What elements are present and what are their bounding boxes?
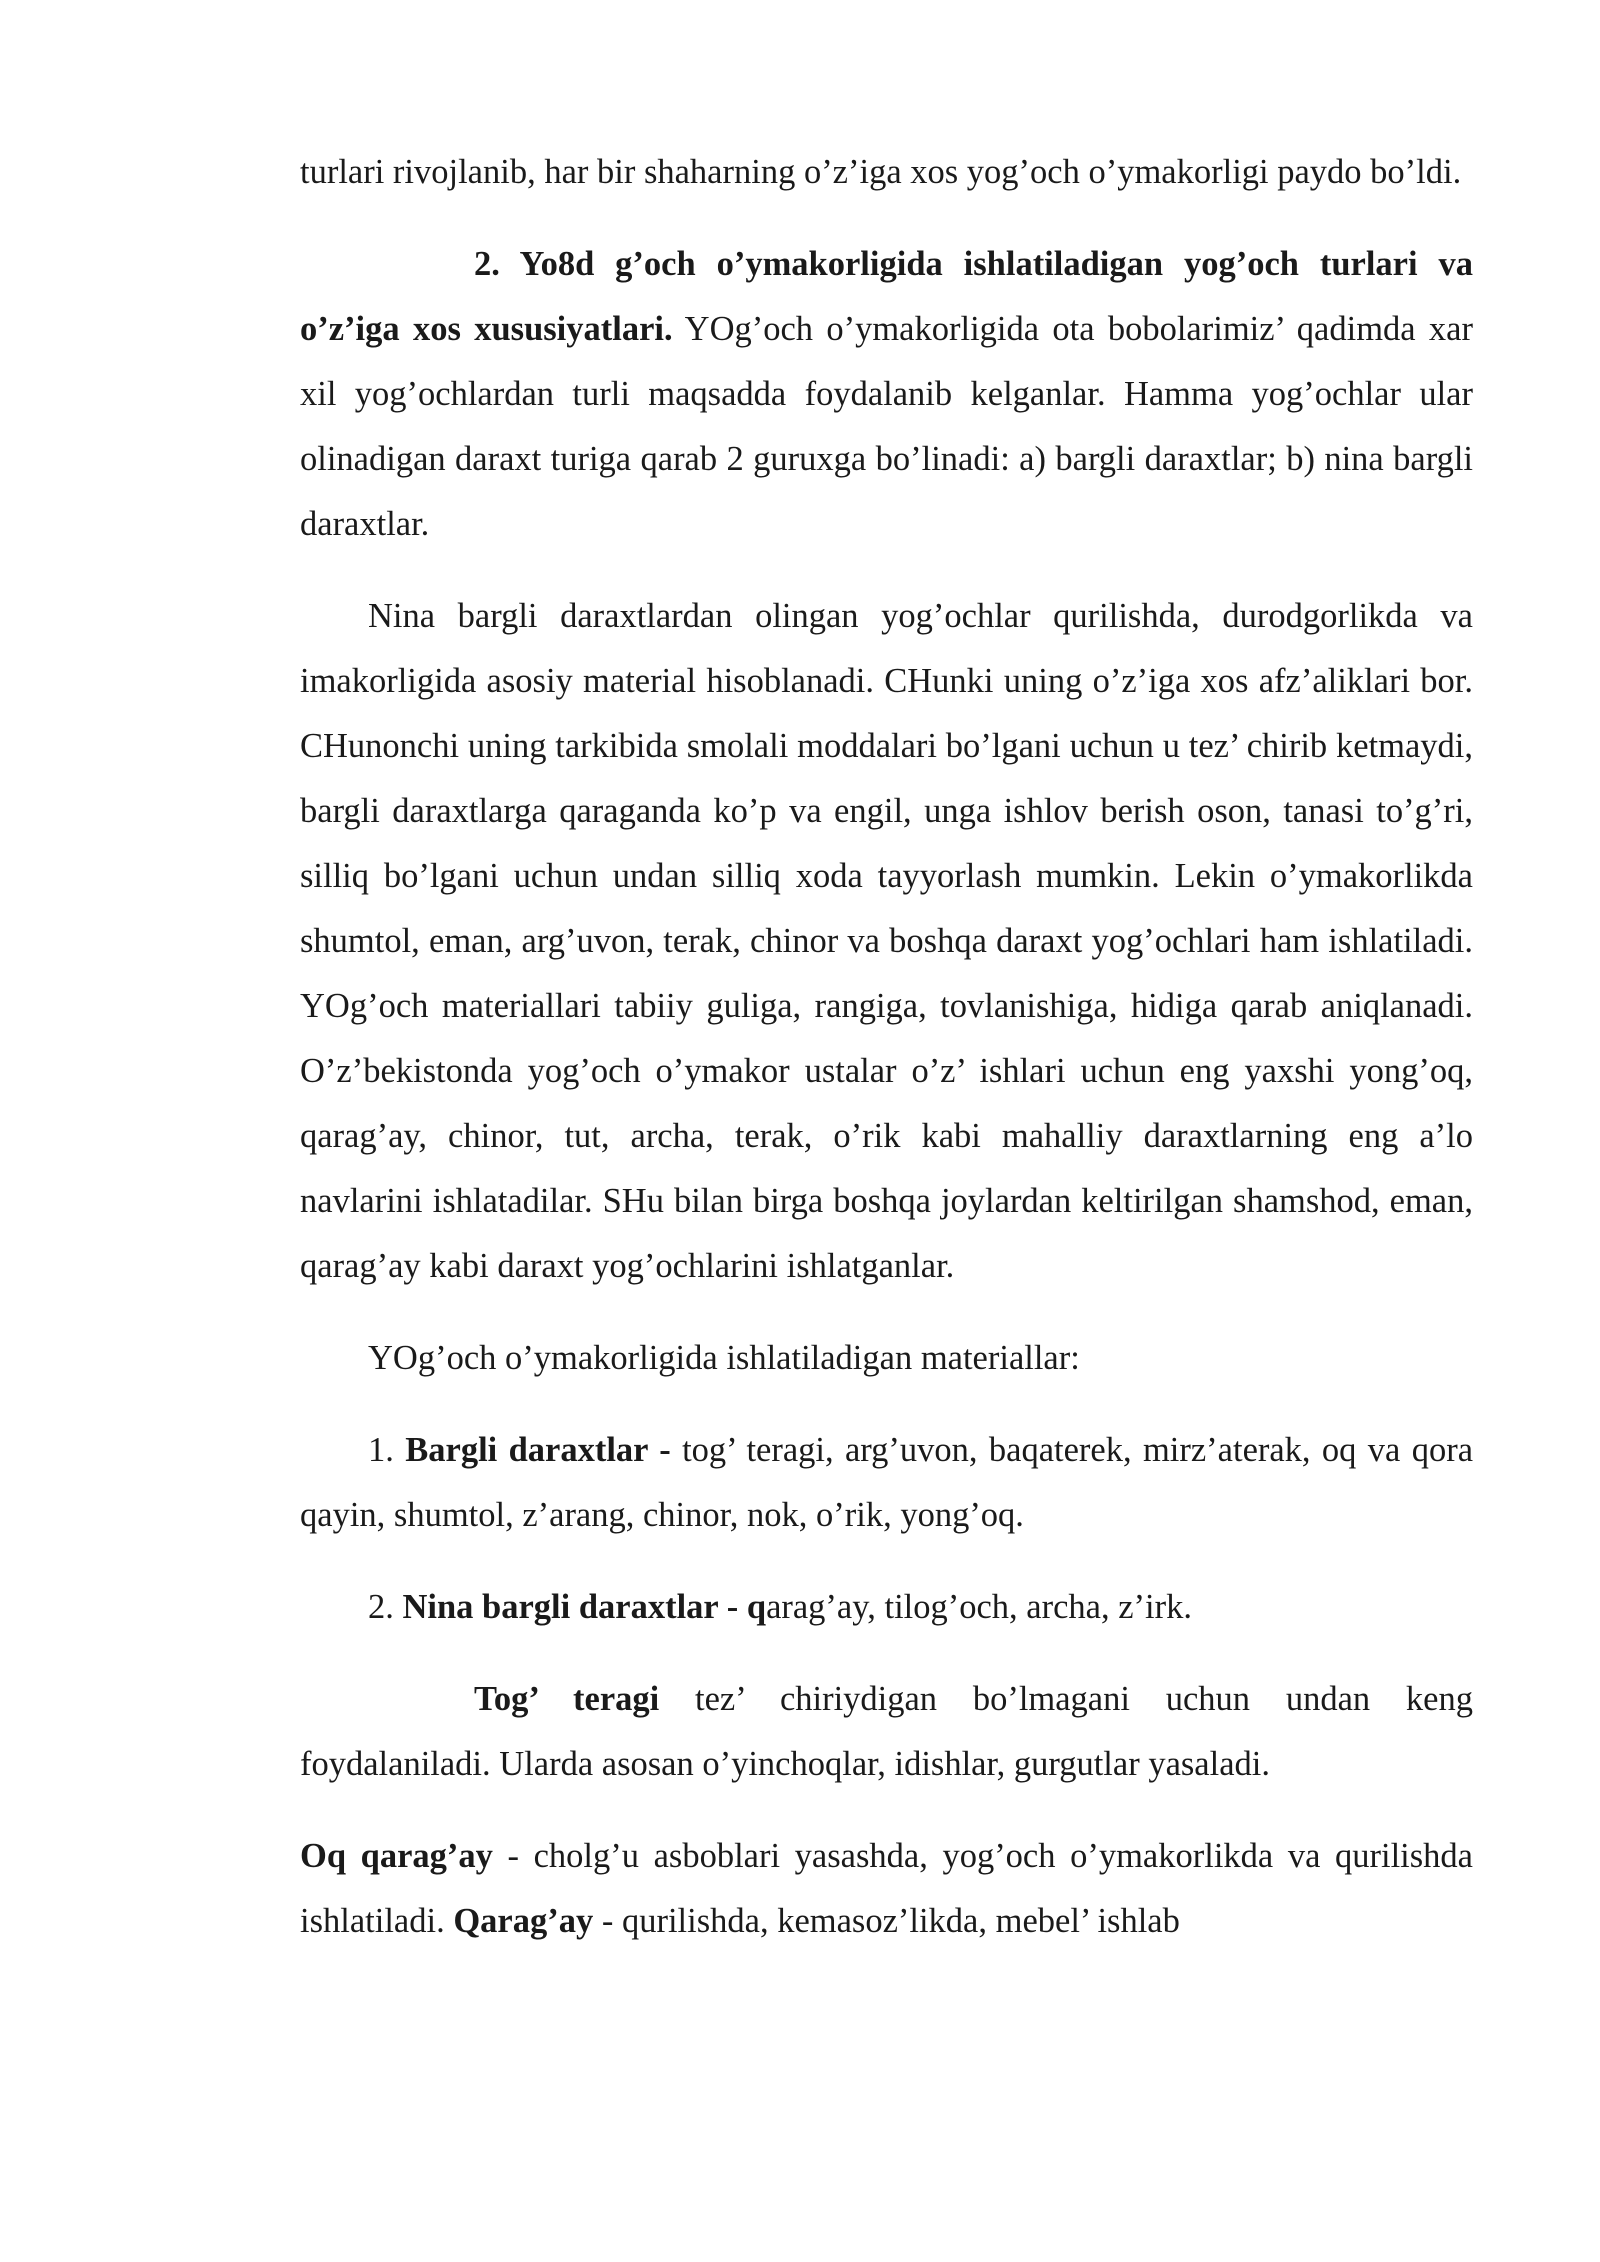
section-2-paragraph [300,232,1473,557]
list-item-bargli [300,1418,1473,1548]
paragraph-materials-intro [300,1326,1473,1391]
list-text: arag’ay, tilog’och, archa, z’irk. [766,1588,1192,1626]
list-number: 2. [368,1588,403,1626]
paragraph-nina-bargli [300,584,1473,1299]
term-bold: Tog’ teragi [474,1680,660,1718]
term-bold: Oq qarag’ay [300,1837,493,1875]
paragraph-text: tez’ chiriydigan bo’lmagani uchun undan keng foydalaniladi. Ularda asosan o’yinchoqlar, idishlar, gurgutlar yasaladi. [300,1680,1473,1783]
paragraph-text: YOg’och o’ymakorligida ishlatiladigan materiallar: [368,1339,1080,1377]
list-number: 1. [368,1431,406,1469]
paragraph-text: YOg’och o’ymakorligida ota bobolarimiz’ qadimda xar xil yog’ochlardan turli maqsadda foydalanib kelganlar. Hamma yog’ochlar ular olinadigan daraxt turiga qarab 2 guruxga bo’linadi: a) bargli daraxtlar; b) nina bargli daraxtlar. [300,310,1473,543]
paragraph-oq-qaragay [300,1824,1473,1954]
paragraph-continuation [300,140,1473,205]
paragraph-text: turlari rivojlanib, har bir shaharning o’z’iga xos yog’och o’ymakorligi paydo bo’ldi. [300,153,1462,191]
section-heading: 2. Yo8d g’och o’ymakorligida ishlatiladigan yog’och turlari va o’z’iga xos xususiyatlari. [300,245,1473,348]
list-item-nina-bargli [300,1575,1473,1640]
paragraph-text: Nina bargli daraxtlardan olingan yog’ochlar qurilishda, durodgorlikda va imakorligida asosiy material hisoblanadi. CHunki uning o’z’iga xos afz’aliklari bor. CHunonchi uning tarkibida smolali moddalari bo’lgani uchun u tez’ chirib ketmaydi, bargli daraxtlarga qaraganda ko’p va engil, unga ishlov berish oson, tanasi to’g’ri, silliq bo’lgani uchun undan silliq xoda tayyorlash mumkin. Lekin o’ymakorlikda shumtol, eman, arg’uvon, terak, chinor va boshqa daraxt yog’ochlari ham ishlatiladi. YOg’och materiallari tabiiy guliga, rangiga, tovlanishiga, hidiga qarab aniqlanadi. O’z’bekistonda yog’och o’ymakor ustalar o’z’ ishlari uchun eng yaxshi yong’oq, qarag’ay, chinor, tut, archa, terak, o’rik kabi mahalliy daraxtlarning eng a’lo navlarini ishlatadilar. SHu bilan birga boshqa joylardan keltirilgan shamshod, eman, qarag’ay kabi daraxt yog’ochlarini ishlatganlar. [300,597,1473,1285]
paragraph-tog-teragi [300,1667,1473,1797]
list-term: Nina bargli daraxtlar - q [402,1588,767,1626]
document-page [300,140,1473,1954]
list-term: Bargli daraxtlar - [405,1431,671,1469]
paragraph-text: - cholg’u asboblari yasashda, yog’och o’ymakorlikda va qurilishda ishlatiladi. [300,1837,1473,1940]
paragraph-text: - qurilishda, kemasoz’likda, mebel’ ishlab [593,1902,1180,1940]
term-bold: Qarag’ay [453,1902,594,1940]
list-text: tog’ teragi, arg’uvon, baqaterek, mirz’aterak, oq va qora qayin, shumtol, z’arang, chinor, nok, o’rik, yong’oq. [300,1431,1474,1534]
